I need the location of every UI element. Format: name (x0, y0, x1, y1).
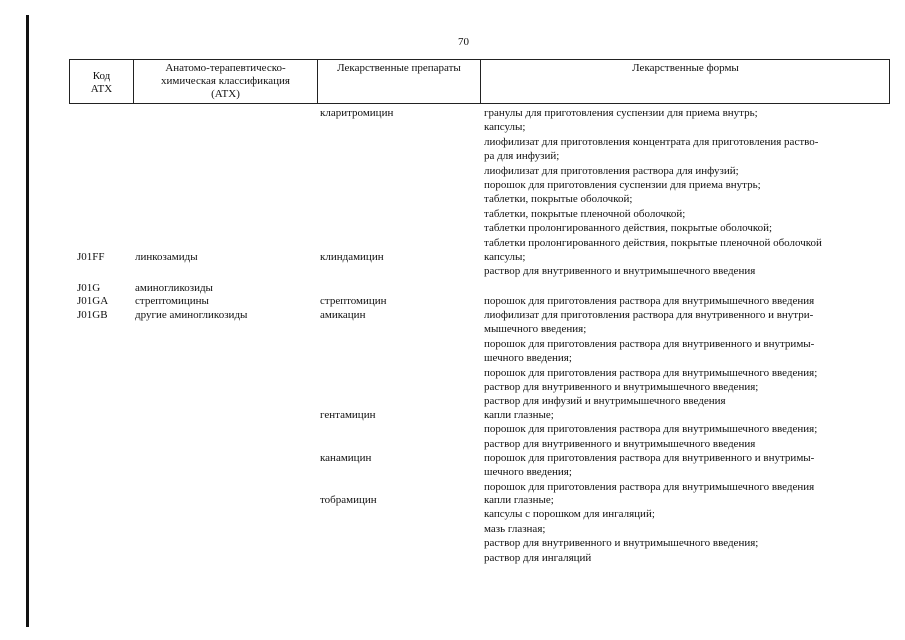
drug-name: стрептомицин (320, 295, 387, 307)
dosage-form-line: мышечного введения; (484, 323, 587, 336)
dosage-form-line: порошок для приготовления раствора для внутривенного и внутримы- (484, 337, 815, 350)
dosage-forms (484, 451, 884, 494)
dosage-forms (484, 408, 884, 451)
page-number: 70 (458, 36, 469, 48)
dosage-form-line: раствор для внутривенного и внутримышечного введения; (484, 381, 759, 394)
dosage-forms (484, 250, 884, 279)
atx-code: J01GB (77, 309, 108, 321)
header-classification-line: (ATX) (211, 88, 240, 100)
dosage-form-line: капсулы; (484, 251, 526, 263)
dosage-forms (484, 308, 884, 409)
header-classification (133, 60, 317, 103)
dosage-form-line: капли глазные; (484, 494, 554, 506)
drug-name: кларитромицин (320, 107, 394, 119)
dosage-form-line: таблетки пролонгированного действия, покрытые оболочкой; (484, 222, 773, 235)
scan-edge-bar (26, 15, 29, 627)
atx-classification: другие аминогликозиды (135, 309, 248, 321)
atx-code: J01FF (77, 251, 105, 263)
drug-name: амикацин (320, 309, 366, 321)
dosage-form-line: порошок для приготовления суспензии для приема внутрь; (484, 179, 761, 192)
dosage-form-line: раствор для внутривенного и внутримышечного введения (484, 265, 756, 278)
dosage-form-line: таблетки, покрытые оболочкой; (484, 193, 633, 206)
header-code (70, 60, 133, 103)
dosage-form-line: порошок для приготовления раствора для внутримышечного введения (484, 295, 815, 307)
dosage-form-line: раствор для внутривенного и внутримышечного введения (484, 437, 756, 450)
dosage-form-line: ра для инфузий; (484, 150, 560, 163)
header-forms: Лекарственные формы (480, 60, 890, 103)
dosage-form-line: порошок для приготовления раствора для внутривенного и внутримы- (484, 452, 815, 464)
table-header (69, 59, 890, 104)
dosage-form-line: раствор для ингаляций (484, 551, 592, 564)
header-classification-line: химическая классификация (161, 75, 290, 87)
dosage-form-line: гранулы для приготовления суспензии для приема внутрь; (484, 107, 758, 119)
atx-classification: аминогликозиды (135, 282, 213, 294)
atx-code: J01GA (77, 295, 109, 307)
dosage-forms (484, 294, 884, 308)
atx-classification: стрептомицины (135, 295, 209, 307)
dosage-form-line: порошок для приготовления раствора для внутримышечного введения; (484, 423, 818, 436)
atx-code: J01G (77, 282, 101, 294)
dosage-form-line: раствор для инфузий и внутримышечного введения (484, 395, 726, 408)
dosage-form-line: порошок для приготовления раствора для внутримышечного введения (484, 480, 815, 493)
dosage-form-line: таблетки, покрытые пленочной оболочкой; (484, 207, 686, 220)
drug-name: тобрамицин (320, 494, 377, 506)
dosage-form-line: раствор для внутривенного и внутримышечного введения; (484, 537, 759, 550)
atx-classification: линкозамиды (135, 251, 198, 263)
header-code-line: ATX (90, 83, 113, 95)
dosage-form-line: лиофилизат для приготовления раствора для внутривенного и внутри- (484, 309, 814, 321)
dosage-form-line: капли глазные; (484, 409, 554, 421)
dosage-form-line: лиофилизат для приготовления концентрата для приготовления раство- (484, 135, 819, 148)
dosage-form-line: шечного введения; (484, 466, 572, 479)
dosage-forms (484, 106, 884, 250)
header-classification-line: Анатомо-терапевтическо- (165, 62, 286, 74)
dosage-form-line: капсулы; (484, 121, 526, 134)
dosage-form-line: порошок для приготовления раствора для внутримышечного введения; (484, 366, 818, 379)
drug-name: канамицин (320, 452, 372, 464)
drug-name: гентамицин (320, 409, 376, 421)
dosage-form-line: лиофилизат для приготовления раствора для инфузий; (484, 164, 739, 177)
drug-name: клиндамицин (320, 251, 384, 263)
dosage-form-line: капсулы с порошком для ингаляций; (484, 508, 655, 521)
dosage-form-line: мазь глазная; (484, 522, 546, 535)
dosage-form-line: шечного введения; (484, 352, 572, 365)
dosage-form-line: таблетки пролонгированного действия, покрытые пленочной оболочкой (484, 236, 822, 249)
header-code-line: Код (92, 70, 111, 82)
dosage-forms (484, 493, 884, 565)
header-drugs: Лекарственные препараты (317, 60, 480, 103)
